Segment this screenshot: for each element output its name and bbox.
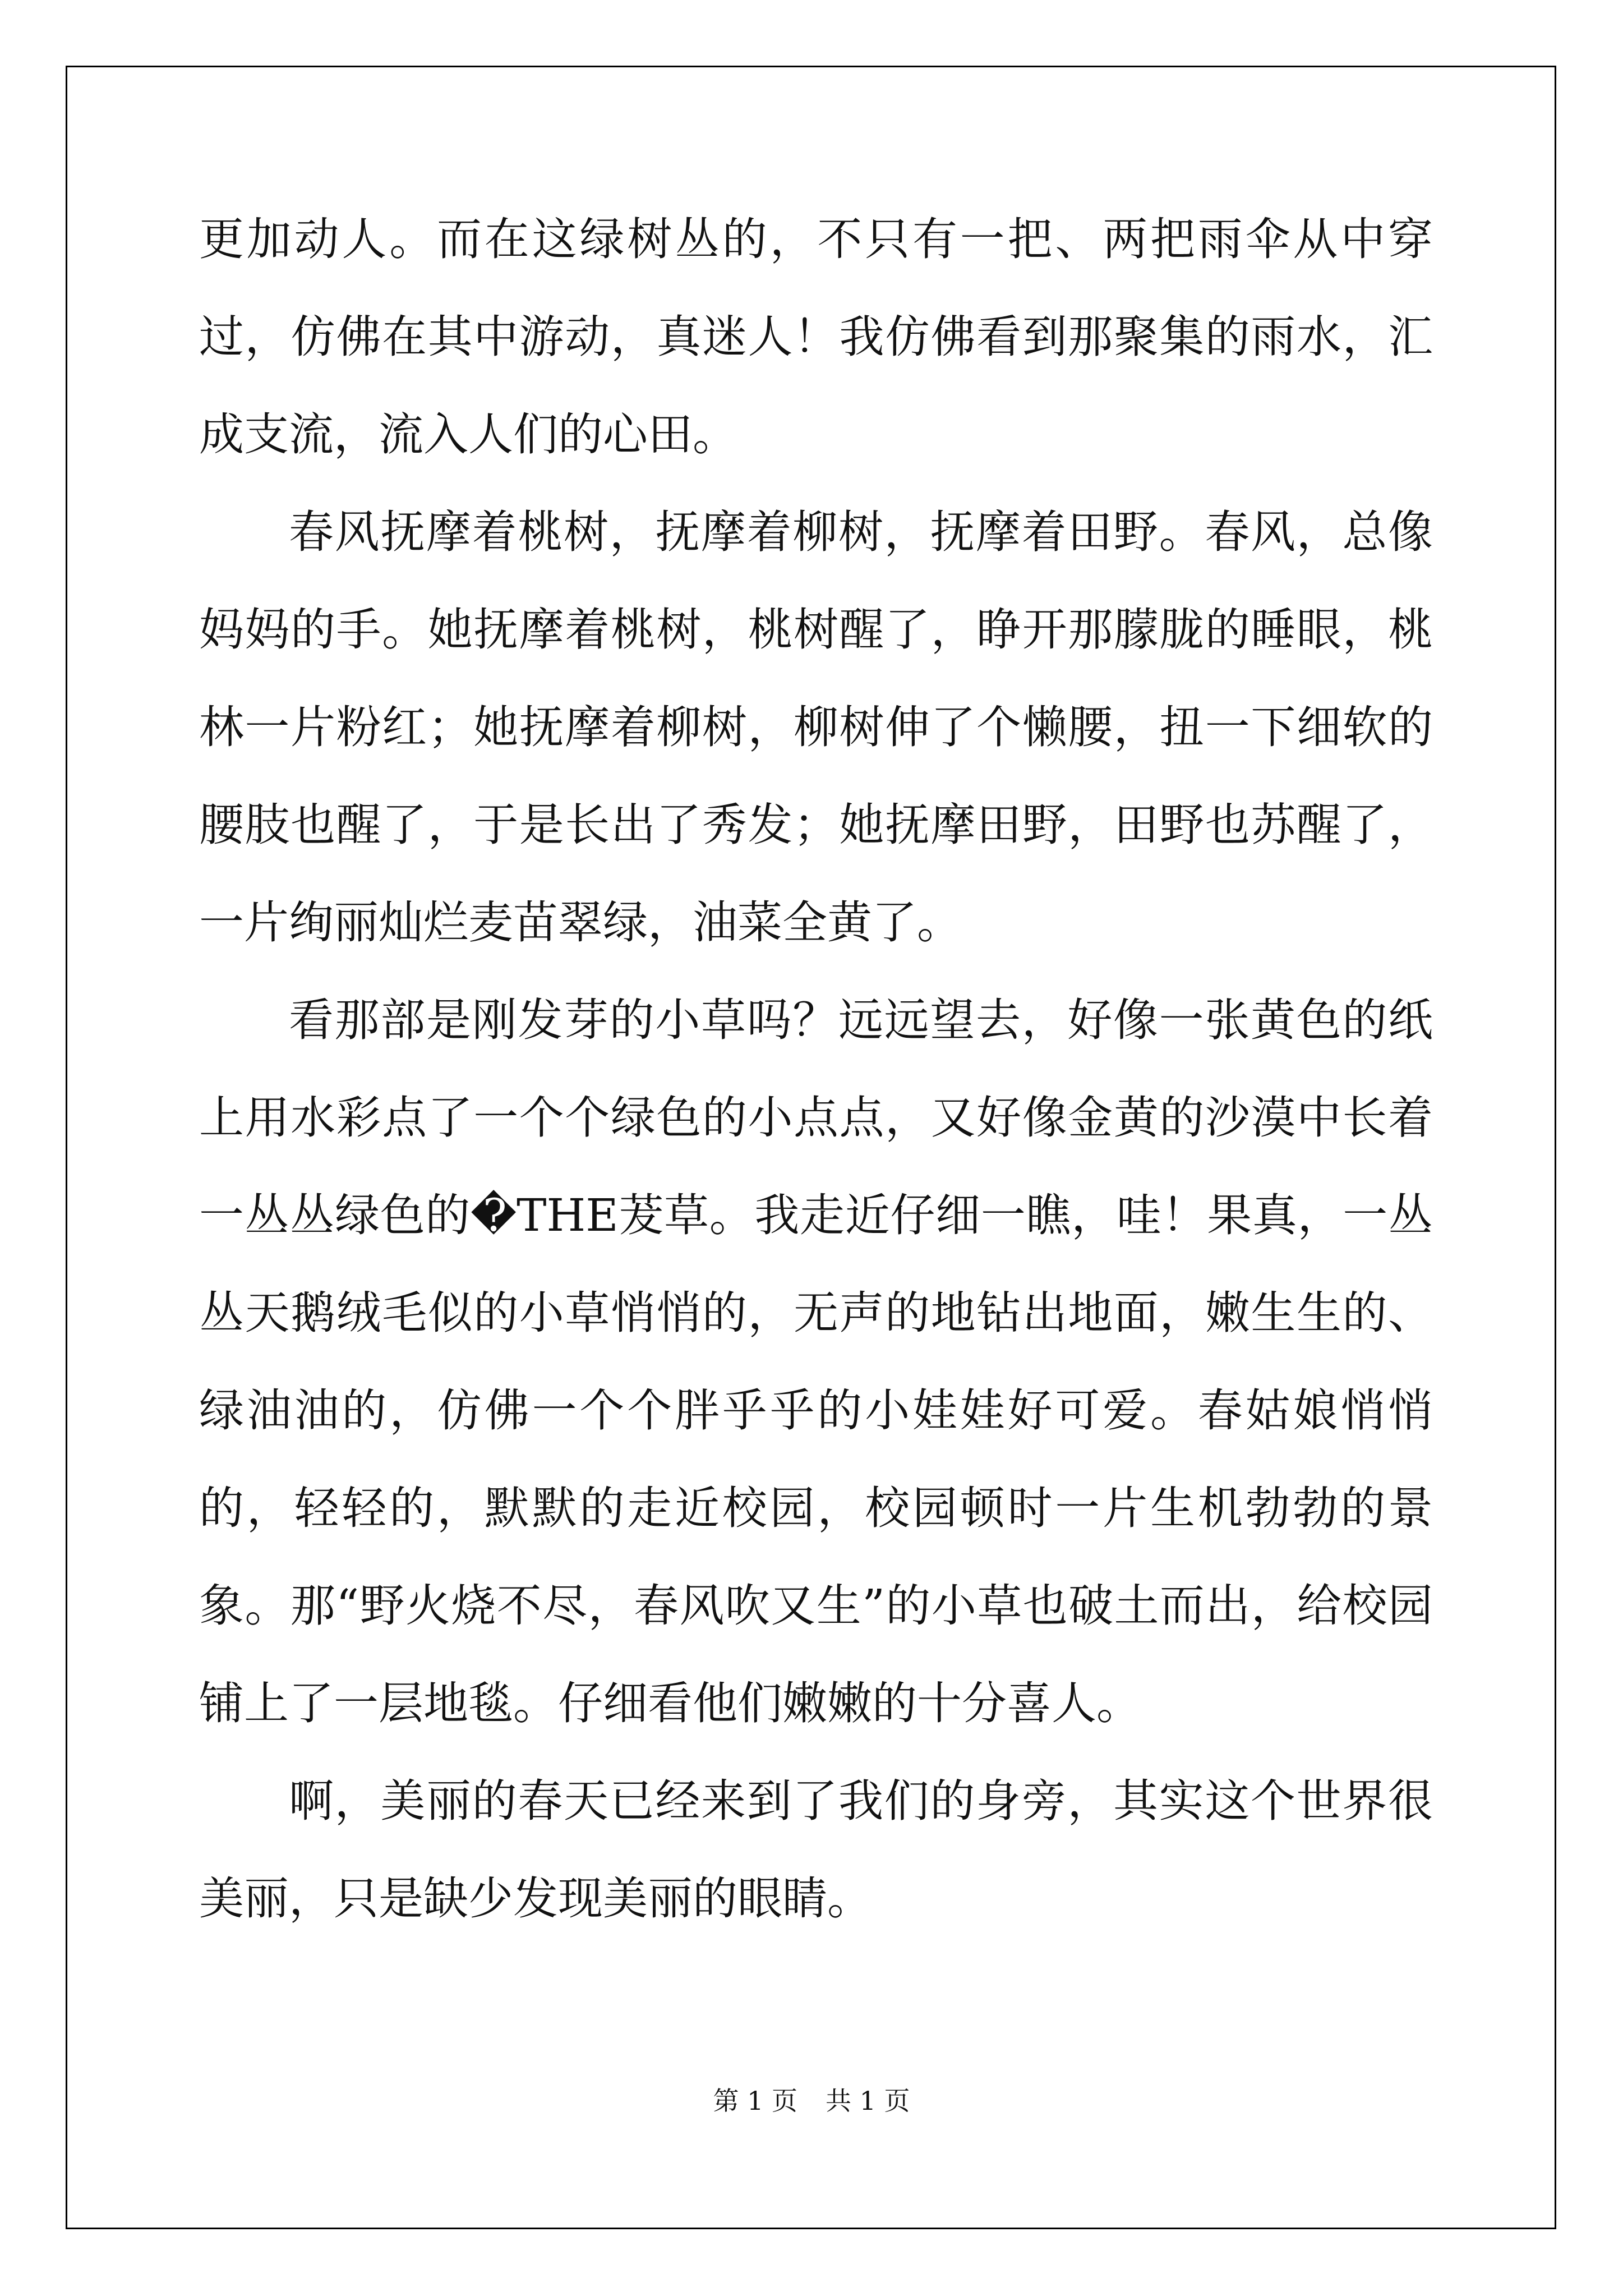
page-total: 共 1 页 bbox=[826, 2086, 910, 2116]
page-number: 第 1 页 bbox=[713, 2086, 797, 2116]
paragraph-3: 看那部是刚发芽的小草吗？远远望去，好像一张黄色的纸上用水彩点了一个个绿色的小点点，又好像金黄的沙漠中长着一丛丛绿色的�THE茇草。我走近仔细一瞧，哇！果真，一丛丛天鹅绒毛似的小草悄悄的，无声的地钻出地面，嫩生生的、绿油油的，仿佛一个个胖乎乎的小娃娃好可爱。春姑娘悄悄的，轻轻的，默默的走近校园，校园顿时一片生机勃勃的景象。那“野火烧不尽，春风吹又生”的小草也破土而出，给校园铺上了一层地毯。仔细看他们嫩嫩的十分喜人。 bbox=[199, 994, 1433, 1729]
document-body bbox=[199, 191, 1433, 1948]
paragraph-4: 啊，美丽的春天已经来到了我们的身旁，其实这个世界很美丽，只是缺少发现美丽的眼睛。 bbox=[199, 1775, 1433, 1925]
paragraph-2: 春风抚摩着桃树，抚摩着柳树，抚摩着田野。春风，总像妈妈的手。她抚摩着桃树，桃树醒了，睁开那朦胧的睡眼，桃林一片粉红；她抚摩着柳树，柳树伸了个懒腰，扭一下细软的腰肢也醒了，于是长出了秀发；她抚摩田野，田野也苏醒了，一片绚丽灿烂麦苗翠绿，油菜全黄了。 bbox=[199, 506, 1433, 949]
paragraph-1: 更加动人。而在这绿树丛的，不只有一把、两把雨伞从中穿过，仿佛在其中游动，真迷人！我仿佛看到那聚集的雨水，汇成支流，流入人们的心田。 bbox=[199, 213, 1433, 461]
page-footer bbox=[0, 2084, 1623, 2118]
